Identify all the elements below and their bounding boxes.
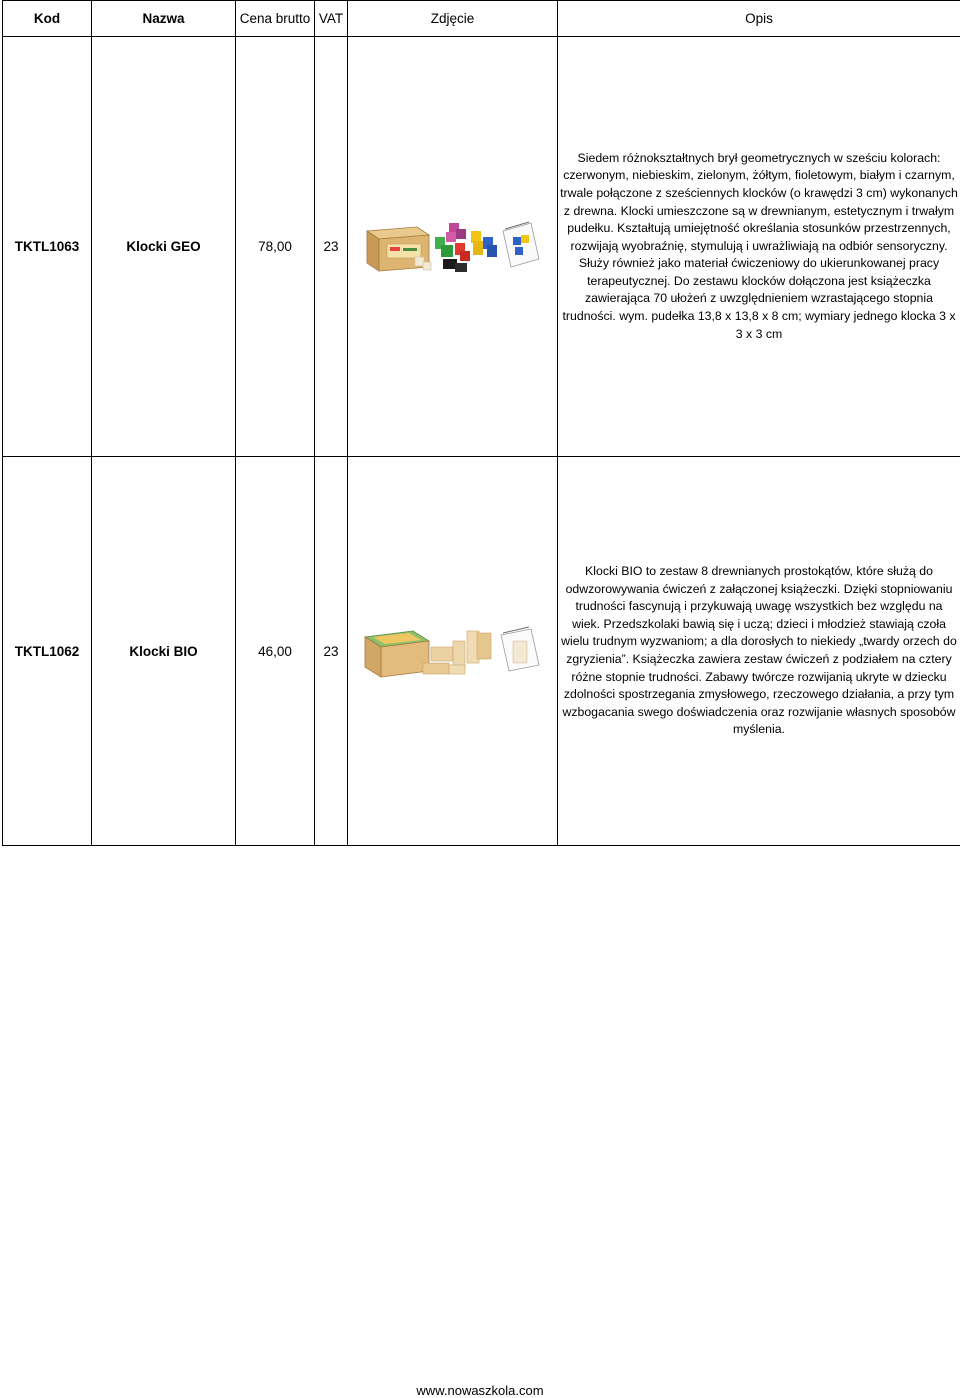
- product-price: 46,00: [236, 457, 315, 846]
- product-vat: 23: [315, 37, 348, 457]
- product-price: 78,00: [236, 37, 315, 457]
- header-row: [3, 1, 960, 37]
- product-description: Siedem różnokształtnych brył geometrycznych w sześciu kolorach: czerwonym, niebieskim, zielonym, żółtym, fioletowym, białym i czarnym, trwale połączone z sześciennych klocków (o krawędzi 3 cm) wykonanych z drewna. Klocki umieszczone są w drewnianym, estetycznym i trwałym pudełku. Kształtują umiejętność określania stosunków przestrzennych, rozwijają wyobraźnię, stymulują i uwrażliwiają na odbiór sensoryczny. Służy również jako materiał ćwiczeniowy do ukierunkowanej pracy terapeutycznej. Do zestawu klocków dołączona jest książeczka zawierająca 70 ułożeń z uwzględnieniem wzrastającego stopnia trudności. wym. pudełka 13,8 x 13,8 x 8 cm; wymiary jednego klocka 3 x 3 x 3 cm: [558, 37, 960, 457]
- product-table: [2, 0, 960, 846]
- product-name: Klocki BIO: [92, 457, 236, 846]
- header-vat: VAT: [315, 1, 348, 37]
- product-name: Klocki GEO: [92, 37, 236, 457]
- product-photo-bio-blocks: [363, 619, 543, 683]
- product-photo-cell: [348, 37, 558, 457]
- table-row: [3, 457, 960, 846]
- product-photo-geo-blocks: [363, 217, 543, 277]
- product-code: TKTL1062: [3, 457, 92, 846]
- header-description: Opis: [558, 1, 960, 37]
- header-name: Nazwa: [92, 1, 236, 37]
- product-vat: 23: [315, 457, 348, 846]
- header-code: Kod: [3, 1, 92, 37]
- header-price: Cena brutto: [236, 1, 315, 37]
- product-photo-cell: [348, 457, 558, 846]
- product-description: Klocki BIO to zestaw 8 drewnianych prostokątów, które służą do odwzorowywania ćwiczeń z załączonej książeczki. Dzięki stopniowaniu trudności fascynują i przykuwają uwagę wszystkich bez względu na wiek. Przedszkolaki bawią się i uczą; dzieci i młodzież stawiają czoła wielu trudnym wyzwaniom; a dla dorosłych to niekiedy „twardy orzech do zgryzienia”. Książeczka zawiera zestaw ćwiczeń z podziałem na cztery różne stopnie trudności. Zabawy twórcze rozwijanią ukryte w dziecku zdolności spostrzegania zmysłowego, rzeczowego działania, a przy tym wzbogacania swego doświadczenia oraz rozwijanie własnych sposobów myślenia.: [558, 457, 960, 846]
- table-row: [3, 37, 960, 457]
- footer-url: www.nowaszkola.com: [416, 1383, 544, 1398]
- product-code: TKTL1063: [3, 37, 92, 457]
- header-photo: Zdjęcie: [348, 1, 558, 37]
